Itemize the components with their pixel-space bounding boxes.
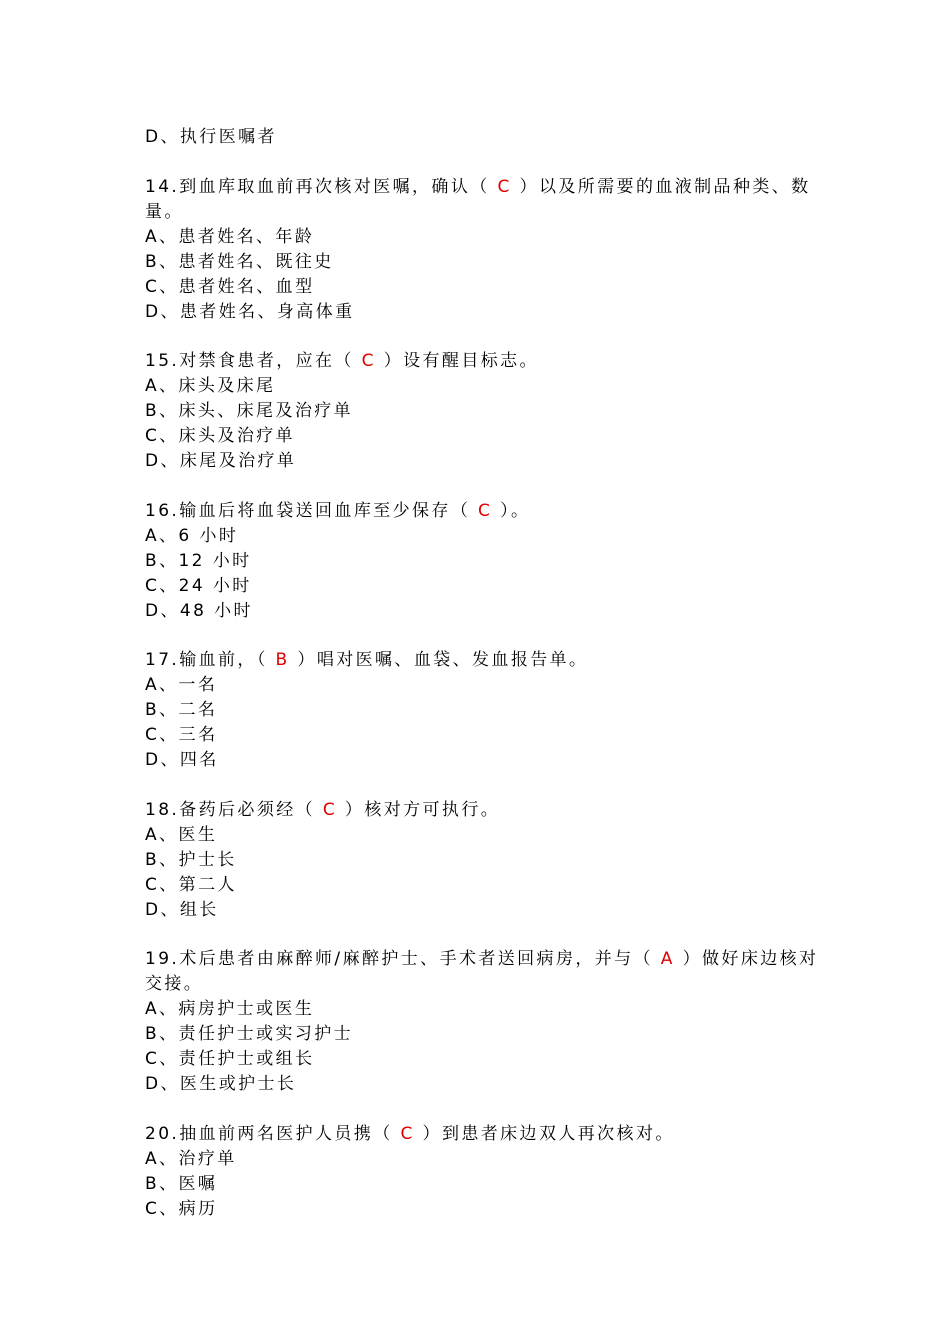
option: D、医生或护士长 — [145, 1074, 297, 1094]
option: D、四名 — [145, 750, 219, 770]
option: B、护士长 — [145, 849, 237, 870]
option: D、床尾及治疗单 — [145, 451, 297, 471]
spacer — [145, 624, 825, 649]
option: B、患者姓名、既往史 — [145, 251, 334, 272]
option: D、组长 — [145, 899, 219, 920]
stem-text: 17.输血前，（ — [145, 650, 276, 670]
answer-letter: B — [275, 650, 290, 670]
stem-text: 19.术后患者由麻醉师/麻醉护士、手术者送回病房，并与（ — [145, 949, 661, 969]
option: B、责任护士或实习护士 — [145, 1024, 354, 1044]
stem-text: 18.备药后必须经（ — [145, 799, 323, 820]
question-stem-14 — [145, 175, 825, 225]
option: D、48 小时 — [145, 600, 253, 621]
spacer — [145, 474, 825, 499]
spacer — [145, 923, 825, 948]
stem-text: ）唱对医嘱、血袋、发血报告单。 — [289, 650, 589, 670]
document-page — [145, 125, 825, 1222]
option: C、三名 — [145, 725, 218, 745]
question-stem-15 — [145, 349, 825, 374]
option: C、24 小时 — [145, 575, 252, 596]
option: C、患者姓名、血型 — [145, 276, 315, 297]
stem-text: 20.抽血前两名医护人员携（ — [145, 1123, 401, 1144]
option: B、12 小时 — [145, 550, 252, 571]
spacer — [145, 325, 825, 350]
option: A、一名 — [145, 675, 218, 695]
answer-letter: C — [361, 351, 376, 371]
answer-letter: A — [660, 949, 675, 969]
lead-option: D、执行医嘱者 — [145, 127, 277, 147]
question-stem-19 — [145, 947, 825, 997]
answer-letter: C — [478, 500, 493, 521]
option: C、第二人 — [145, 874, 237, 895]
spacer — [145, 150, 825, 175]
answer-letter: C — [497, 176, 512, 197]
stem-text: ）。 — [492, 500, 531, 521]
stem-text: ）做好床边核对交接。 — [145, 949, 819, 994]
question-stem-18 — [145, 798, 825, 823]
question-stem-20 — [145, 1122, 825, 1147]
stem-text: 15.对禁食患者，应在（ — [145, 351, 362, 371]
answer-letter: C — [400, 1123, 415, 1144]
question-stem-17 — [145, 648, 825, 673]
option: B、床头、床尾及治疗单 — [145, 401, 354, 421]
option: A、病房护士或医生 — [145, 999, 315, 1019]
spacer — [145, 1097, 825, 1122]
question-stem-16 — [145, 499, 825, 524]
option: B、医嘱 — [145, 1173, 218, 1194]
option: B、二名 — [145, 700, 218, 720]
stem-text: ）核对方可执行。 — [337, 799, 501, 820]
answer-letter: C — [322, 799, 338, 820]
option: A、治疗单 — [145, 1148, 237, 1169]
option: A、医生 — [145, 824, 218, 845]
stem-text: ）设有醒目标志。 — [375, 351, 539, 371]
option: C、病历 — [145, 1198, 218, 1219]
stem-text: 16.输血后将血袋送回血库至少保存（ — [145, 500, 479, 521]
option: D、患者姓名、身高体重 — [145, 301, 355, 322]
stem-text: ）到患者床边双人再次核对。 — [414, 1123, 675, 1144]
option: A、床头及床尾 — [145, 376, 276, 396]
option: A、患者姓名、年龄 — [145, 226, 315, 247]
stem-text: 14.到血库取血前再次核对医嘱，确认（ — [145, 176, 498, 197]
option: C、床头及治疗单 — [145, 426, 296, 446]
option: A、6 小时 — [145, 525, 239, 546]
spacer — [145, 773, 825, 798]
stem-text: ）以及所需要的血液制品种类、数量。 — [145, 176, 811, 222]
option: C、责任护士或组长 — [145, 1049, 315, 1069]
